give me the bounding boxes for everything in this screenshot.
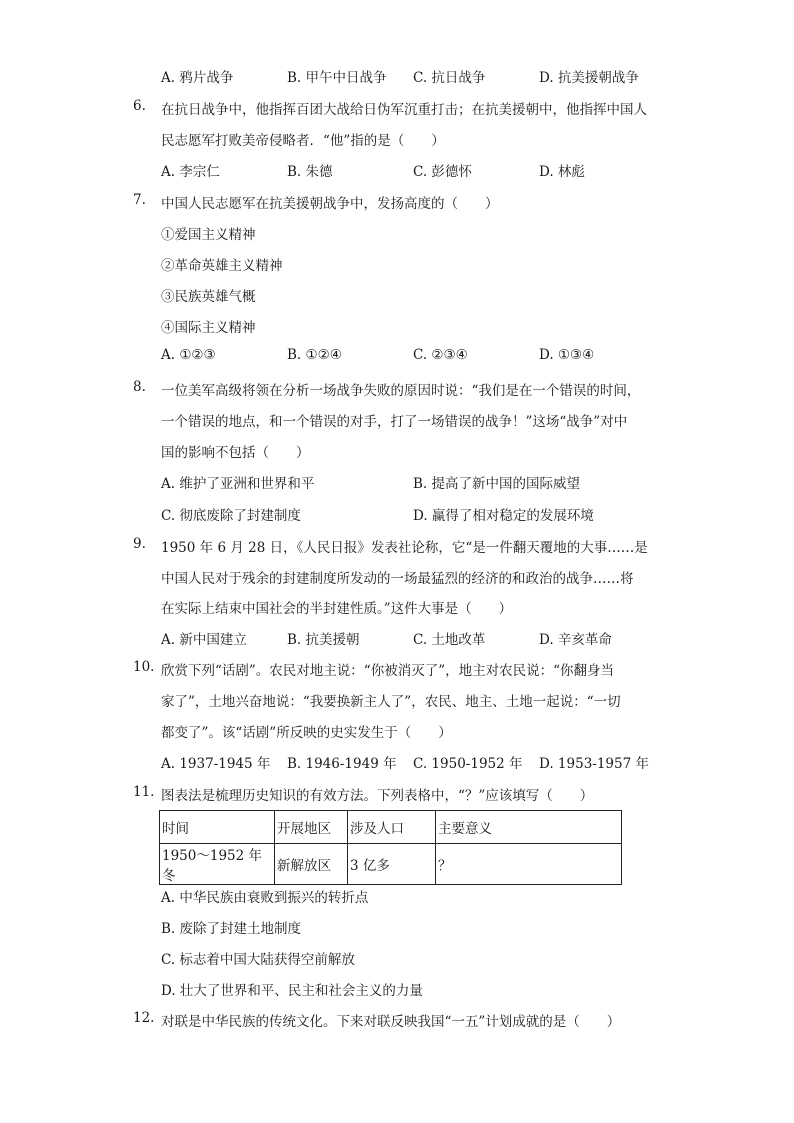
option-b: B. ①②④ (287, 347, 342, 363)
question-stem-line: 一位美军高级将领在分析一场战争失败的原因时说：“我们是在一个错误的时间， (161, 383, 641, 399)
table-header-cell: 时间 (160, 811, 275, 844)
question-stem-line: 家了”，土地兴奋地说：“我要换新主人了”，农民、地主、土地一起说：“一切 (161, 694, 621, 710)
option-c: C. 彭德怀 (413, 164, 472, 180)
option-a: A. 维护了亚洲和世界和平 (161, 476, 315, 492)
question-stem-line: 欣赏下列“话剧”。农民对地主说：“你被消灭了”，地主对农民说：“你翻身当 (161, 663, 615, 679)
option-d: D. 壮大了世界和平、民主和社会主义的力量 (161, 983, 423, 999)
option-c: C. ②③④ (413, 347, 468, 363)
question-stem-line: 对联是中华民族的传统文化。下来对联反映我国“一五”计划成就的是（ ） (161, 1014, 621, 1030)
table-header-cell: 主要意义 (436, 811, 622, 844)
list-item: ①爱国主义精神 (161, 227, 256, 243)
question-stem-line: 中国人民对于残余的封建制度所发动的一场最猛烈的经济的和政治的战争……将 (161, 571, 634, 587)
option-a: A. 中华民族由衰败到振兴的转折点 (161, 890, 369, 906)
option-d: D. 赢得了相对稳定的发展环境 (413, 508, 594, 524)
question-stem-line: 在实际上结束中国社会的半封建性质。”这件大事是（ ） (161, 601, 513, 617)
option-d: D. 辛亥革命 (539, 632, 612, 648)
question-stem-line: 图表法是梳理历史知识的有效方法。下列表格中，“？”应该填写（ ） (161, 788, 594, 804)
list-item: ④国际主义精神 (161, 320, 256, 336)
table-row (160, 844, 622, 885)
option-d: D. 1953-1957 年 (539, 756, 649, 772)
option-a: A. 鸦片战争 (161, 70, 234, 86)
option-d: D. 林彪 (539, 164, 585, 180)
option-c: C. 抗日战争 (413, 70, 486, 86)
question-stem-line: 都变了”。该“话剧”所反映的史实发生于（ ） (161, 725, 452, 741)
option-a: A. 1937-1945 年 (161, 756, 271, 772)
option-a: A. 李宗仁 (161, 164, 220, 180)
question-stem-line: 国的影响不包括（ ） (161, 445, 310, 461)
question-number: 6. (133, 98, 146, 114)
question-stem-line: 中国人民志愿军在抗美援朝战争中，发扬高度的（ ） (161, 196, 499, 212)
list-item: ③民族英雄气概 (161, 289, 256, 305)
question-stem-line: 民志愿军打败美帝侵略者．“他”指的是（ ） (161, 133, 445, 149)
table-cell: 新解放区 (275, 844, 348, 885)
question-number: 10. (133, 659, 155, 675)
question-number: 9. (133, 536, 146, 552)
option-c: C. 土地改革 (413, 632, 486, 648)
option-d: D. ①③④ (539, 347, 595, 363)
option-a: A. 新中国建立 (161, 632, 247, 648)
question-stem-line: 1950 年 6 月 28 日，《人民日报》发表社论称，它“是一件翻天覆地的大事……是 (161, 540, 648, 556)
option-c: C. 标志着中国大陆获得空前解放 (161, 952, 355, 968)
option-a: A. ①②③ (161, 347, 216, 363)
table-cell: 1950～1952 年冬 (160, 844, 275, 885)
option-c: C. 彻底废除了封建制度 (161, 508, 301, 524)
question-number: 12. (133, 1010, 155, 1026)
question-stem-line: 一个错误的地点，和一个错误的对手，打了一场错误的战争！”这场“战争”对中 (161, 414, 628, 430)
table-cell: 3 亿多 (348, 844, 436, 885)
option-b: B. 废除了封建土地制度 (161, 921, 302, 937)
option-b: B. 抗美援朝 (287, 632, 360, 648)
option-d: D. 抗美援朝战争 (539, 70, 639, 86)
table-header-row (160, 811, 622, 844)
option-b: B. 提高了新中国的国际威望 (413, 476, 581, 492)
data-table (159, 810, 622, 885)
list-item: ②革命英雄主义精神 (161, 258, 283, 274)
question-stem-line: 在抗日战争中，他指挥百团大战给日伪军沉重打击；在抗美援朝中，他指挥中国人 (161, 102, 647, 118)
question-number: 11. (133, 784, 155, 800)
question-number: 7. (133, 192, 146, 208)
table-header-cell: 涉及人口 (348, 811, 436, 844)
table-cell: ？ (436, 844, 622, 885)
table-header-cell: 开展地区 (275, 811, 348, 844)
option-b: B. 朱德 (287, 164, 333, 180)
option-c: C. 1950-1952 年 (413, 756, 523, 772)
option-b: B. 甲午中日战争 (287, 70, 387, 86)
question-number: 8. (133, 379, 146, 395)
option-b: B. 1946-1949 年 (287, 756, 397, 772)
